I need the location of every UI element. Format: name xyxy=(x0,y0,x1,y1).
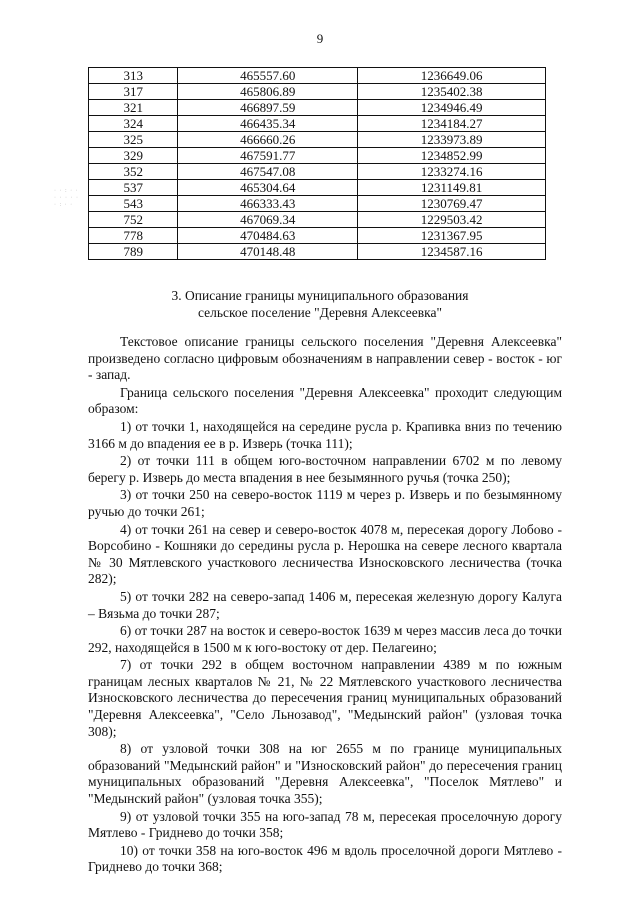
x-coordinate-cell: 465304.64 xyxy=(178,180,358,196)
table-row xyxy=(89,100,546,116)
x-coordinate-cell: 465806.89 xyxy=(178,84,358,100)
table-row xyxy=(89,180,546,196)
scan-artifact: · · : · · · · · · · · : · · xyxy=(54,188,79,208)
point-number-cell: 352 xyxy=(89,164,178,180)
x-coordinate-cell: 466333.43 xyxy=(178,196,358,212)
table-row xyxy=(89,84,546,100)
coordinates-table-body xyxy=(89,68,546,260)
y-coordinate-cell: 1235402.38 xyxy=(358,84,546,100)
y-coordinate-cell: 1234946.49 xyxy=(358,100,546,116)
paragraph: 9) от узловой точки 355 на юго-запад 78 м, пересекая проселочную дорогу Мятлево - Гриднево до точки 358; xyxy=(88,808,562,841)
point-number-cell: 789 xyxy=(89,244,178,260)
paragraph: 10) от точки 358 на юго-восток 496 м вдоль проселочной дороги Мятлево - Гриднево до точки 368; xyxy=(88,842,562,875)
point-number-cell: 329 xyxy=(89,148,178,164)
coordinates-table xyxy=(88,67,546,260)
boundary-description xyxy=(88,334,562,877)
paragraph: Граница сельского поселения "Деревня Алексеевка" проходит следующим образом: xyxy=(88,384,562,417)
x-coordinate-cell: 466435.34 xyxy=(178,116,358,132)
point-number-cell: 325 xyxy=(89,132,178,148)
table-row xyxy=(89,68,546,84)
section-title-line-1: 3. Описание границы муниципального образования xyxy=(171,288,469,303)
paragraph: 7) от точки 292 в общем восточном направлении 4389 м по южным границам лесных кварталов № 21, № 22 Мятлевского участкового лесничества Износковского лесничества до пересечения границ муниципальных образований "Деревня Алексеевка", "Село Льнозавод", "Медынский район" (узловая точка 308); xyxy=(88,657,562,739)
y-coordinate-cell: 1236649.06 xyxy=(358,68,546,84)
table-row xyxy=(89,196,546,212)
point-number-cell: 317 xyxy=(89,84,178,100)
x-coordinate-cell: 467069.34 xyxy=(178,212,358,228)
paragraph: 6) от точки 287 на восток и северо-восток 1639 м через массив леса до точки 292, находящейся в 1500 м к юго-востоку от дер. Пелагеино; xyxy=(88,623,562,655)
table-row xyxy=(89,212,546,228)
point-number-cell: 324 xyxy=(89,116,178,132)
point-number-cell: 537 xyxy=(89,180,178,196)
table-row xyxy=(89,132,546,148)
x-coordinate-cell: 466897.59 xyxy=(178,100,358,116)
table-row xyxy=(89,228,546,244)
paragraph: 8) от узловой точки 308 на юг 2655 м по границе муниципальных образований "Медынский район" и "Износковский район" до пересечения границ муниципальных образований "Деревня Алексеевка", "Поселок Мятлево" и "Медынский район" (узловая точка 355); xyxy=(88,741,562,807)
y-coordinate-cell: 1234184.27 xyxy=(358,116,546,132)
point-number-cell: 543 xyxy=(89,196,178,212)
point-number-cell: 321 xyxy=(89,100,178,116)
paragraph: 1) от точки 1, находящейся на середине русла р. Крапивка вниз по течению 3166 м до впадения ее в р. Изверь (точка 111); xyxy=(88,418,562,451)
y-coordinate-cell: 1233973.89 xyxy=(358,132,546,148)
table-row xyxy=(89,244,546,260)
point-number-cell: 752 xyxy=(89,212,178,228)
section-title xyxy=(60,287,580,321)
y-coordinate-cell: 1231367.95 xyxy=(358,228,546,244)
y-coordinate-cell: 1234587.16 xyxy=(358,244,546,260)
y-coordinate-cell: 1229503.42 xyxy=(358,212,546,228)
paragraph: Текстовое описание границы сельского поселения "Деревня Алексеевка" произведено согласно цифровым обозначениям в направлении север - восток - юг - запад. xyxy=(88,334,562,383)
point-number-cell: 778 xyxy=(89,228,178,244)
table-row xyxy=(89,116,546,132)
paragraph: 2) от точки 111 в общем юго-восточном направлении 6702 м по левому берегу р. Изверь до места впадения в нее безымянного ручья (точка 250); xyxy=(88,453,562,485)
point-number-cell: 313 xyxy=(89,68,178,84)
page-number: 9 xyxy=(316,31,324,46)
table-row xyxy=(89,164,546,180)
paragraph: 4) от точки 261 на север и северо-восток 4078 м, пересекая дорогу Лобово - Ворсобино - Кошняки до середины русла р. Нерошка на севере лесного квартала № 30 Мятлевского участкового лесничества Износковского лесничества (точка 282); xyxy=(88,521,562,587)
table-row xyxy=(89,148,546,164)
paragraph: 3) от точки 250 на северо-восток 1119 м через р. Изверь и по безымянному ручью до точки 261; xyxy=(88,487,562,519)
x-coordinate-cell: 467547.08 xyxy=(178,164,358,180)
y-coordinate-cell: 1233274.16 xyxy=(358,164,546,180)
x-coordinate-cell: 467591.77 xyxy=(178,148,358,164)
y-coordinate-cell: 1230769.47 xyxy=(358,196,546,212)
x-coordinate-cell: 465557.60 xyxy=(178,68,358,84)
y-coordinate-cell: 1231149.81 xyxy=(358,180,546,196)
x-coordinate-cell: 466660.26 xyxy=(178,132,358,148)
x-coordinate-cell: 470148.48 xyxy=(178,244,358,260)
section-title-line-2: сельское поселение "Деревня Алексеевка" xyxy=(197,305,443,320)
paragraph: 5) от точки 282 на северо-запад 1406 м, пересекая железную дорогу Калуга – Вязьма до точки 287; xyxy=(88,588,562,621)
y-coordinate-cell: 1234852.99 xyxy=(358,148,546,164)
x-coordinate-cell: 470484.63 xyxy=(178,228,358,244)
